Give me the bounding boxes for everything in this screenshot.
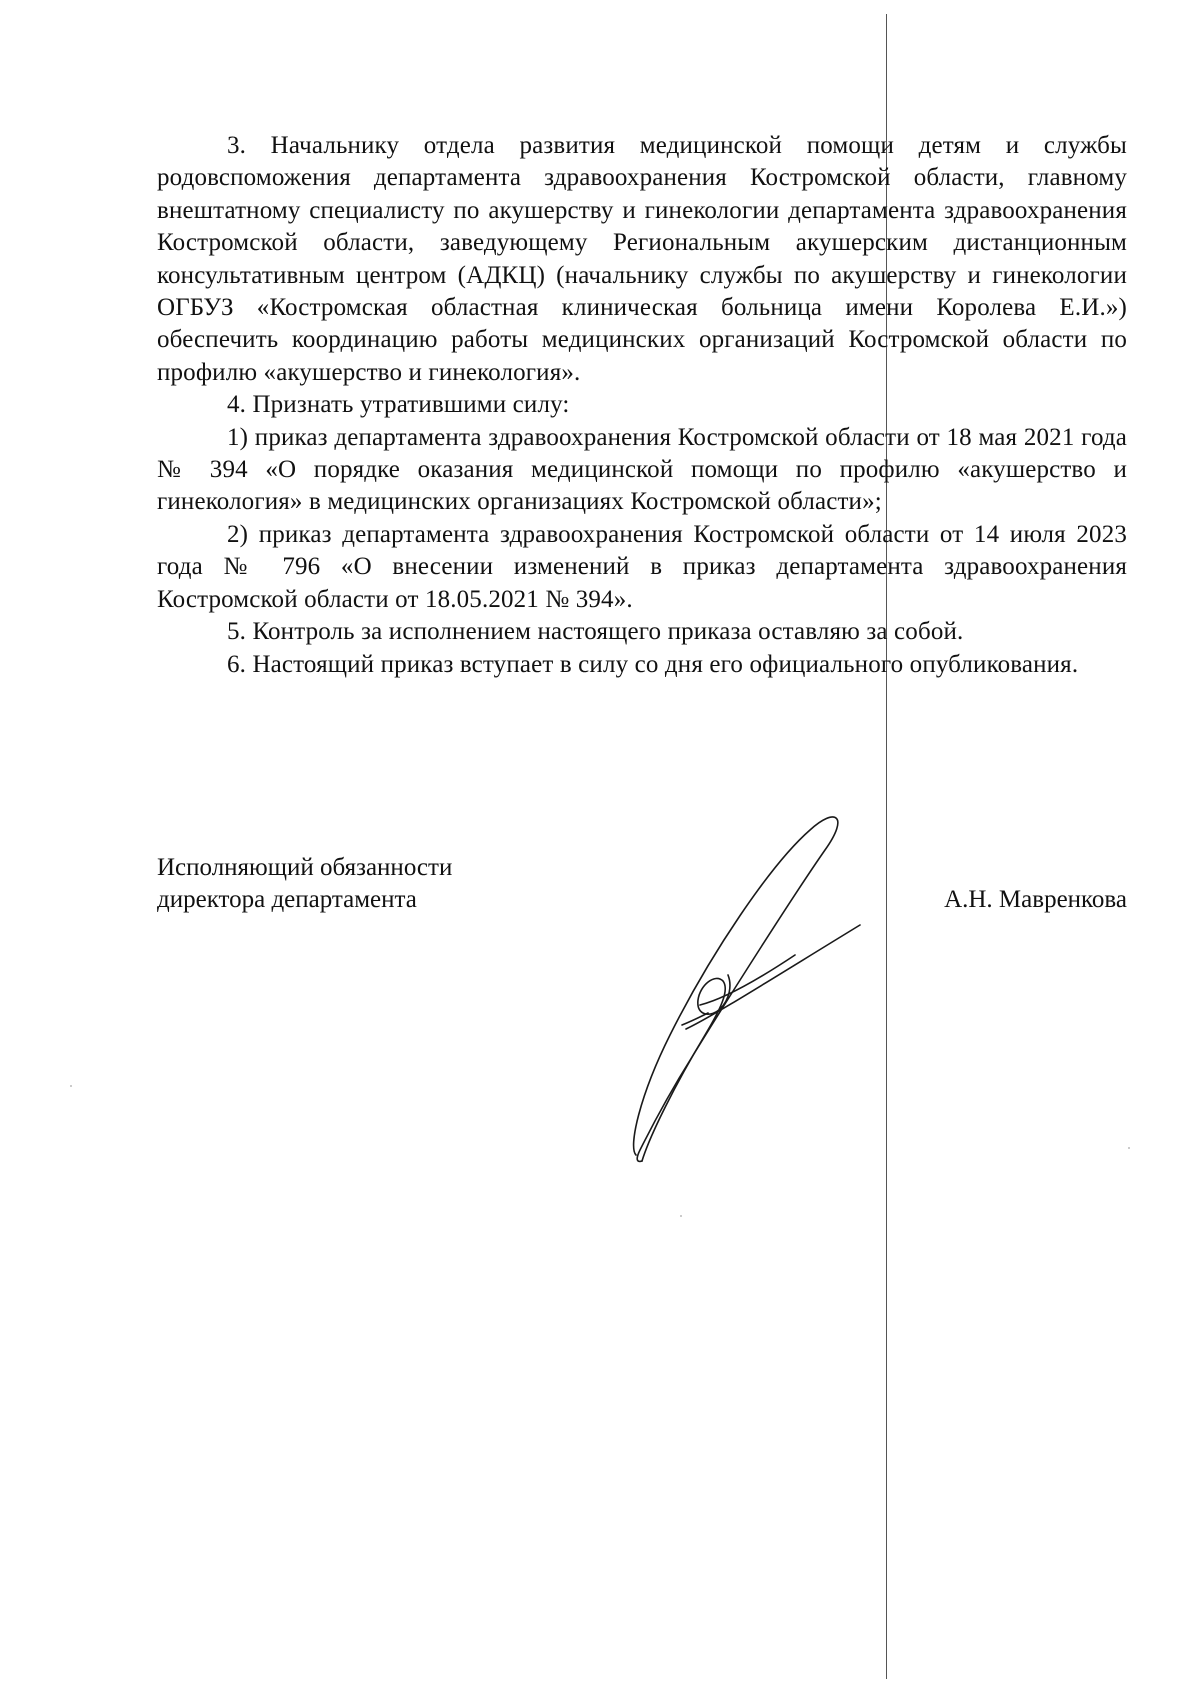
signer-title-line-1: Исполняющий обязанности (157, 854, 453, 881)
handwritten-signature (620, 795, 880, 1180)
signer-title-line-2: директора департамента (157, 886, 417, 914)
signer-name: А.Н. Мавренкова (944, 886, 1127, 914)
scan-speck (1128, 1147, 1130, 1149)
scan-speck (70, 1085, 72, 1087)
paragraph-4-item-2: 2) приказ департамента здравоохранения Костромской области от 14 июля 2023 года № 796 «О внесении изменений в приказ департамента здравоохранения Костромской области от 18.05.2021 № 394». (157, 520, 1127, 613)
order-body (157, 130, 1127, 681)
paragraph-5-control: 5. Контроль за исполнением настоящего приказа оставляю за собой. (227, 618, 964, 646)
paragraph-3-coordination: 3. Начальнику отдела развития медицинской помощи детям и службы родовспоможения департамента здравоохранения Костромской области, главному внештатному специалисту по акушерству и гинекологии департамента здравоохранения Костромской области, заведующему Региональным акушерским дистанционным консультативным центром (АДКЦ) (начальнику службы по акушерству и гинекологии ОГБУЗ «Костромская областная клиническая больница имени Королева Е.И.») обеспечить координацию работы медицинских организаций Костромской области по профилю «акушерство и гинекология». (157, 132, 1127, 386)
paragraph-4-repeal-heading: 4. Признать утратившими силу: (227, 391, 570, 419)
paragraph-4-item-1: 1) приказ департамента здравоохранения Костромской области от 18 мая 2021 года № 394 «О порядке оказания медицинской помощи по профилю «акушерство и гинекология» в медицинских организациях Костромской области»; (157, 423, 1127, 516)
scan-speck (680, 1215, 682, 1217)
paragraph-6-effective-date: 6. Настоящий приказ вступает в силу со дня его официального опубликования. (227, 650, 1079, 678)
